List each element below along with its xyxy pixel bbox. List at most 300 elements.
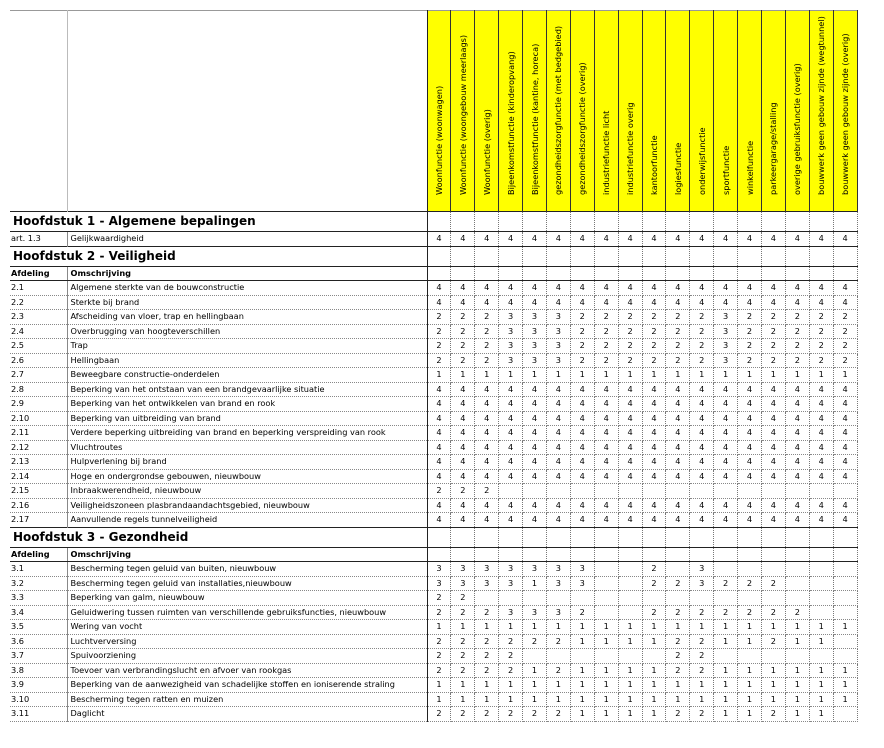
value-cell[interactable]: 4 [618, 397, 642, 412]
value-cell[interactable]: 4 [833, 513, 857, 528]
value-cell[interactable]: 1 [785, 678, 809, 693]
value-cell[interactable]: 2 [642, 576, 666, 591]
value-cell[interactable] [833, 591, 857, 606]
value-cell[interactable]: 1 [761, 663, 785, 678]
value-cell[interactable]: 2 [594, 324, 618, 339]
value-cell[interactable]: 1 [618, 678, 642, 693]
value-cell[interactable]: 1 [785, 368, 809, 383]
value-cell[interactable]: 3 [546, 353, 570, 368]
value-cell[interactable]: 4 [642, 440, 666, 455]
empty-cell[interactable] [785, 266, 809, 281]
article-description[interactable]: Bescherming tegen geluid van buiten, nieuwbouw [67, 562, 427, 577]
value-cell[interactable]: 2 [451, 339, 475, 354]
value-cell[interactable]: 2 [761, 353, 785, 368]
value-cell[interactable]: 4 [523, 232, 547, 247]
value-cell[interactable]: 4 [833, 281, 857, 296]
value-cell[interactable] [690, 591, 714, 606]
value-cell[interactable]: 4 [642, 281, 666, 296]
value-cell[interactable]: 1 [546, 692, 570, 707]
value-cell[interactable]: 2 [666, 649, 690, 664]
value-cell[interactable]: 4 [499, 469, 523, 484]
value-cell[interactable]: 2 [833, 310, 857, 325]
value-cell[interactable]: 1 [451, 692, 475, 707]
value-cell[interactable]: 4 [666, 295, 690, 310]
article-code[interactable]: 3.5 [10, 620, 67, 635]
empty-cell[interactable] [546, 246, 570, 266]
function-header-cell[interactable] [738, 11, 762, 212]
empty-cell[interactable] [714, 527, 738, 547]
value-cell[interactable]: 4 [499, 397, 523, 412]
value-cell[interactable]: 4 [594, 440, 618, 455]
value-cell[interactable]: 2 [666, 339, 690, 354]
article-description[interactable]: Wering van vocht [67, 620, 427, 635]
value-cell[interactable]: 4 [594, 295, 618, 310]
value-cell[interactable]: 3 [499, 576, 523, 591]
value-cell[interactable] [714, 649, 738, 664]
value-cell[interactable]: 2 [618, 353, 642, 368]
value-cell[interactable]: 3 [451, 562, 475, 577]
value-cell[interactable]: 4 [546, 440, 570, 455]
value-cell[interactable]: 2 [451, 324, 475, 339]
value-cell[interactable]: 4 [690, 498, 714, 513]
value-cell[interactable]: 1 [499, 692, 523, 707]
empty-cell[interactable] [427, 547, 451, 562]
value-cell[interactable]: 4 [546, 232, 570, 247]
value-cell[interactable]: 4 [427, 455, 451, 470]
value-cell[interactable]: 4 [690, 232, 714, 247]
value-cell[interactable] [666, 591, 690, 606]
value-cell[interactable]: 1 [642, 663, 666, 678]
value-cell[interactable]: 1 [618, 634, 642, 649]
function-header-cell[interactable] [785, 11, 809, 212]
value-cell[interactable] [714, 562, 738, 577]
value-cell[interactable]: 2 [499, 634, 523, 649]
value-cell[interactable]: 1 [833, 620, 857, 635]
empty-cell[interactable] [546, 547, 570, 562]
value-cell[interactable]: 2 [570, 353, 594, 368]
value-cell[interactable]: 4 [427, 382, 451, 397]
value-cell[interactable]: 2 [785, 339, 809, 354]
value-cell[interactable] [785, 576, 809, 591]
value-cell[interactable]: 4 [761, 411, 785, 426]
value-cell[interactable]: 1 [475, 620, 499, 635]
value-cell[interactable]: 4 [714, 411, 738, 426]
value-cell[interactable] [809, 591, 833, 606]
value-cell[interactable]: 1 [451, 620, 475, 635]
empty-cell[interactable] [451, 527, 475, 547]
empty-cell[interactable] [738, 547, 762, 562]
value-cell[interactable]: 3 [475, 562, 499, 577]
article-code[interactable]: 2.13 [10, 455, 67, 470]
empty-cell[interactable] [570, 266, 594, 281]
value-cell[interactable]: 4 [499, 498, 523, 513]
value-cell[interactable]: 4 [785, 295, 809, 310]
value-cell[interactable]: 4 [618, 426, 642, 441]
value-cell[interactable]: 2 [427, 663, 451, 678]
value-cell[interactable]: 2 [499, 707, 523, 722]
empty-cell[interactable] [785, 527, 809, 547]
value-cell[interactable]: 2 [642, 339, 666, 354]
empty-cell[interactable] [499, 527, 523, 547]
value-cell[interactable]: 4 [546, 397, 570, 412]
function-header-cell[interactable] [690, 11, 714, 212]
article-description[interactable]: Spuivoorziening [67, 649, 427, 664]
value-cell[interactable] [642, 649, 666, 664]
value-cell[interactable]: 2 [642, 605, 666, 620]
value-cell[interactable] [523, 649, 547, 664]
value-cell[interactable]: 2 [523, 707, 547, 722]
empty-cell[interactable] [594, 547, 618, 562]
empty-cell[interactable] [714, 246, 738, 266]
value-cell[interactable]: 4 [546, 455, 570, 470]
value-cell[interactable]: 2 [642, 310, 666, 325]
article-code[interactable]: 3.9 [10, 678, 67, 693]
value-cell[interactable]: 2 [785, 605, 809, 620]
value-cell[interactable]: 1 [809, 620, 833, 635]
empty-cell[interactable] [738, 246, 762, 266]
empty-cell[interactable] [523, 547, 547, 562]
article-code[interactable]: 2.4 [10, 324, 67, 339]
empty-cell[interactable] [427, 527, 451, 547]
value-cell[interactable]: 3 [475, 576, 499, 591]
value-cell[interactable]: 4 [666, 411, 690, 426]
value-cell[interactable] [499, 484, 523, 499]
value-cell[interactable]: 4 [642, 498, 666, 513]
value-cell[interactable]: 4 [475, 411, 499, 426]
value-cell[interactable]: 4 [785, 382, 809, 397]
value-cell[interactable]: 2 [714, 605, 738, 620]
value-cell[interactable]: 4 [427, 498, 451, 513]
value-cell[interactable]: 4 [738, 455, 762, 470]
article-code[interactable]: 2.9 [10, 397, 67, 412]
value-cell[interactable]: 4 [546, 513, 570, 528]
value-cell[interactable]: 2 [570, 310, 594, 325]
empty-cell[interactable] [523, 246, 547, 266]
value-cell[interactable]: 2 [546, 634, 570, 649]
value-cell[interactable] [833, 562, 857, 577]
value-cell[interactable]: 2 [690, 324, 714, 339]
function-header-cell[interactable] [666, 11, 690, 212]
value-cell[interactable]: 4 [499, 232, 523, 247]
value-cell[interactable]: 4 [475, 455, 499, 470]
article-description[interactable]: Beperking van de aanwezigheid van schadelijke stoffen en ioniserende straling [67, 678, 427, 693]
value-cell[interactable]: 1 [570, 678, 594, 693]
value-cell[interactable]: 1 [451, 678, 475, 693]
value-cell[interactable] [833, 576, 857, 591]
value-cell[interactable]: 4 [451, 411, 475, 426]
value-cell[interactable]: 3 [546, 605, 570, 620]
empty-cell[interactable] [451, 547, 475, 562]
empty-cell[interactable] [427, 212, 451, 232]
value-cell[interactable]: 1 [570, 368, 594, 383]
value-cell[interactable]: 3 [499, 562, 523, 577]
value-cell[interactable] [475, 591, 499, 606]
value-cell[interactable]: 4 [714, 382, 738, 397]
empty-cell[interactable] [666, 212, 690, 232]
value-cell[interactable]: 4 [570, 281, 594, 296]
value-cell[interactable]: 4 [570, 382, 594, 397]
value-cell[interactable]: 2 [833, 353, 857, 368]
value-cell[interactable]: 4 [475, 397, 499, 412]
article-description[interactable]: Daglicht [67, 707, 427, 722]
empty-cell[interactable] [666, 527, 690, 547]
value-cell[interactable]: 4 [451, 513, 475, 528]
value-cell[interactable]: 2 [809, 324, 833, 339]
function-header-cell[interactable] [594, 11, 618, 212]
empty-cell[interactable] [666, 266, 690, 281]
value-cell[interactable]: 4 [714, 440, 738, 455]
empty-cell[interactable] [833, 266, 857, 281]
empty-cell[interactable] [714, 266, 738, 281]
value-cell[interactable]: 2 [475, 310, 499, 325]
article-code[interactable]: 2.2 [10, 295, 67, 310]
value-cell[interactable]: 4 [666, 455, 690, 470]
value-cell[interactable] [738, 649, 762, 664]
value-cell[interactable]: 4 [809, 397, 833, 412]
article-description[interactable]: Sterkte bij brand [67, 295, 427, 310]
article-description[interactable]: Verdere beperking uitbreiding van brand en beperking verspreiding van rook [67, 426, 427, 441]
value-cell[interactable] [594, 591, 618, 606]
empty-cell[interactable] [499, 246, 523, 266]
value-cell[interactable]: 1 [714, 368, 738, 383]
value-cell[interactable]: 4 [809, 411, 833, 426]
value-cell[interactable]: 1 [427, 678, 451, 693]
value-cell[interactable]: 1 [666, 368, 690, 383]
value-cell[interactable]: 4 [475, 281, 499, 296]
value-cell[interactable]: 4 [714, 498, 738, 513]
empty-cell[interactable] [690, 246, 714, 266]
value-cell[interactable]: 4 [451, 397, 475, 412]
value-cell[interactable]: 1 [499, 620, 523, 635]
value-cell[interactable]: 2 [427, 634, 451, 649]
value-cell[interactable]: 1 [785, 663, 809, 678]
value-cell[interactable]: 3 [714, 310, 738, 325]
value-cell[interactable]: 4 [523, 498, 547, 513]
article-code[interactable]: 3.1 [10, 562, 67, 577]
value-cell[interactable] [738, 484, 762, 499]
value-cell[interactable]: 1 [738, 634, 762, 649]
value-cell[interactable]: 4 [523, 411, 547, 426]
value-cell[interactable]: 1 [666, 678, 690, 693]
value-cell[interactable]: 4 [833, 397, 857, 412]
value-cell[interactable]: 3 [570, 562, 594, 577]
value-cell[interactable]: 1 [594, 663, 618, 678]
value-cell[interactable]: 4 [809, 382, 833, 397]
header-blank-cell[interactable] [10, 11, 67, 212]
article-description[interactable]: Algemene sterkte van de bouwconstructie [67, 281, 427, 296]
empty-cell[interactable] [451, 266, 475, 281]
value-cell[interactable]: 4 [761, 295, 785, 310]
article-description[interactable]: Luchtverversing [67, 634, 427, 649]
empty-cell[interactable] [642, 547, 666, 562]
value-cell[interactable]: 4 [666, 498, 690, 513]
function-header-cell[interactable] [761, 11, 785, 212]
value-cell[interactable]: 4 [594, 397, 618, 412]
value-cell[interactable]: 2 [761, 310, 785, 325]
value-cell[interactable] [833, 707, 857, 722]
empty-cell[interactable] [618, 266, 642, 281]
article-code[interactable]: 3.2 [10, 576, 67, 591]
value-cell[interactable]: 2 [785, 353, 809, 368]
article-code[interactable]: 2.16 [10, 498, 67, 513]
value-cell[interactable]: 1 [618, 620, 642, 635]
value-cell[interactable]: 1 [594, 707, 618, 722]
value-cell[interactable] [809, 605, 833, 620]
value-cell[interactable]: 1 [785, 707, 809, 722]
value-cell[interactable]: 2 [475, 649, 499, 664]
value-cell[interactable]: 1 [833, 678, 857, 693]
value-cell[interactable]: 2 [475, 663, 499, 678]
value-cell[interactable]: 4 [738, 397, 762, 412]
value-cell[interactable] [809, 576, 833, 591]
value-cell[interactable]: 3 [499, 353, 523, 368]
empty-cell[interactable] [785, 212, 809, 232]
value-cell[interactable]: 2 [690, 634, 714, 649]
value-cell[interactable]: 2 [427, 707, 451, 722]
omschrijving-header[interactable]: Omschrijving [67, 547, 427, 562]
article-code[interactable]: 3.8 [10, 663, 67, 678]
function-header-cell[interactable] [499, 11, 523, 212]
value-cell[interactable] [642, 591, 666, 606]
empty-cell[interactable] [475, 547, 499, 562]
value-cell[interactable]: 4 [785, 411, 809, 426]
value-cell[interactable]: 1 [809, 663, 833, 678]
value-cell[interactable]: 2 [809, 353, 833, 368]
value-cell[interactable]: 4 [714, 281, 738, 296]
value-cell[interactable]: 4 [714, 513, 738, 528]
value-cell[interactable]: 3 [499, 605, 523, 620]
value-cell[interactable]: 1 [714, 663, 738, 678]
value-cell[interactable] [761, 649, 785, 664]
empty-cell[interactable] [738, 212, 762, 232]
value-cell[interactable] [714, 484, 738, 499]
value-cell[interactable]: 4 [738, 382, 762, 397]
value-cell[interactable]: 4 [594, 426, 618, 441]
value-cell[interactable]: 2 [594, 310, 618, 325]
value-cell[interactable]: 1 [427, 368, 451, 383]
value-cell[interactable]: 1 [594, 692, 618, 707]
value-cell[interactable] [570, 649, 594, 664]
value-cell[interactable]: 4 [499, 426, 523, 441]
value-cell[interactable]: 2 [666, 310, 690, 325]
value-cell[interactable]: 1 [499, 678, 523, 693]
empty-cell[interactable] [809, 527, 833, 547]
value-cell[interactable]: 4 [499, 295, 523, 310]
article-description[interactable]: Toevoer van verbrandingslucht en afvoer van rookgas [67, 663, 427, 678]
value-cell[interactable]: 4 [690, 513, 714, 528]
value-cell[interactable]: 3 [714, 324, 738, 339]
value-cell[interactable]: 4 [546, 498, 570, 513]
value-cell[interactable]: 2 [546, 707, 570, 722]
value-cell[interactable]: 2 [714, 576, 738, 591]
value-cell[interactable] [570, 591, 594, 606]
value-cell[interactable] [594, 649, 618, 664]
empty-cell[interactable] [475, 266, 499, 281]
article-description[interactable]: Beweegbare constructie-onderdelen [67, 368, 427, 383]
value-cell[interactable]: 3 [690, 562, 714, 577]
value-cell[interactable]: 4 [451, 382, 475, 397]
value-cell[interactable]: 2 [451, 310, 475, 325]
value-cell[interactable]: 4 [666, 426, 690, 441]
value-cell[interactable]: 1 [618, 663, 642, 678]
article-description[interactable]: Hoge en ondergrondse gebouwen, nieuwbouw [67, 469, 427, 484]
value-cell[interactable]: 2 [427, 484, 451, 499]
empty-cell[interactable] [570, 527, 594, 547]
value-cell[interactable]: 4 [666, 232, 690, 247]
value-cell[interactable]: 4 [761, 440, 785, 455]
value-cell[interactable]: 2 [666, 663, 690, 678]
article-description[interactable]: Gelijkwaardigheid [67, 232, 427, 247]
value-cell[interactable] [618, 562, 642, 577]
value-cell[interactable]: 4 [809, 455, 833, 470]
empty-cell[interactable] [475, 212, 499, 232]
value-cell[interactable]: 3 [451, 576, 475, 591]
value-cell[interactable]: 1 [761, 678, 785, 693]
value-cell[interactable]: 4 [427, 469, 451, 484]
value-cell[interactable] [761, 591, 785, 606]
value-cell[interactable] [785, 591, 809, 606]
article-description[interactable]: Beperking van uitbreiding van brand [67, 411, 427, 426]
empty-cell[interactable] [475, 527, 499, 547]
article-code[interactable]: 2.6 [10, 353, 67, 368]
value-cell[interactable]: 1 [618, 707, 642, 722]
value-cell[interactable]: 4 [451, 469, 475, 484]
value-cell[interactable]: 1 [427, 692, 451, 707]
value-cell[interactable]: 1 [451, 368, 475, 383]
value-cell[interactable]: 3 [546, 310, 570, 325]
value-cell[interactable]: 1 [809, 678, 833, 693]
value-cell[interactable]: 1 [594, 678, 618, 693]
empty-cell[interactable] [690, 266, 714, 281]
empty-cell[interactable] [761, 212, 785, 232]
value-cell[interactable]: 4 [785, 455, 809, 470]
value-cell[interactable]: 4 [546, 382, 570, 397]
value-cell[interactable]: 4 [618, 469, 642, 484]
value-cell[interactable]: 4 [666, 469, 690, 484]
value-cell[interactable] [833, 649, 857, 664]
value-cell[interactable]: 4 [475, 295, 499, 310]
value-cell[interactable]: 4 [761, 469, 785, 484]
value-cell[interactable]: 1 [570, 707, 594, 722]
article-description[interactable]: Trap [67, 339, 427, 354]
value-cell[interactable]: 2 [594, 339, 618, 354]
value-cell[interactable]: 4 [761, 426, 785, 441]
value-cell[interactable]: 4 [833, 440, 857, 455]
function-header-cell[interactable] [642, 11, 666, 212]
value-cell[interactable]: 4 [833, 426, 857, 441]
value-cell[interactable]: 4 [738, 513, 762, 528]
article-description[interactable]: Afscheiding van vloer, trap en hellingbaan [67, 310, 427, 325]
empty-cell[interactable] [642, 266, 666, 281]
article-code[interactable]: 2.7 [10, 368, 67, 383]
value-cell[interactable]: 4 [642, 469, 666, 484]
value-cell[interactable]: 4 [738, 295, 762, 310]
empty-cell[interactable] [499, 266, 523, 281]
value-cell[interactable]: 2 [570, 324, 594, 339]
value-cell[interactable]: 2 [666, 576, 690, 591]
value-cell[interactable]: 4 [618, 498, 642, 513]
function-header-cell[interactable] [427, 11, 451, 212]
value-cell[interactable]: 4 [785, 469, 809, 484]
empty-cell[interactable] [666, 547, 690, 562]
empty-cell[interactable] [594, 246, 618, 266]
value-cell[interactable] [594, 562, 618, 577]
value-cell[interactable]: 4 [570, 469, 594, 484]
value-cell[interactable]: 2 [738, 310, 762, 325]
empty-cell[interactable] [809, 212, 833, 232]
value-cell[interactable]: 2 [475, 605, 499, 620]
value-cell[interactable]: 2 [690, 663, 714, 678]
